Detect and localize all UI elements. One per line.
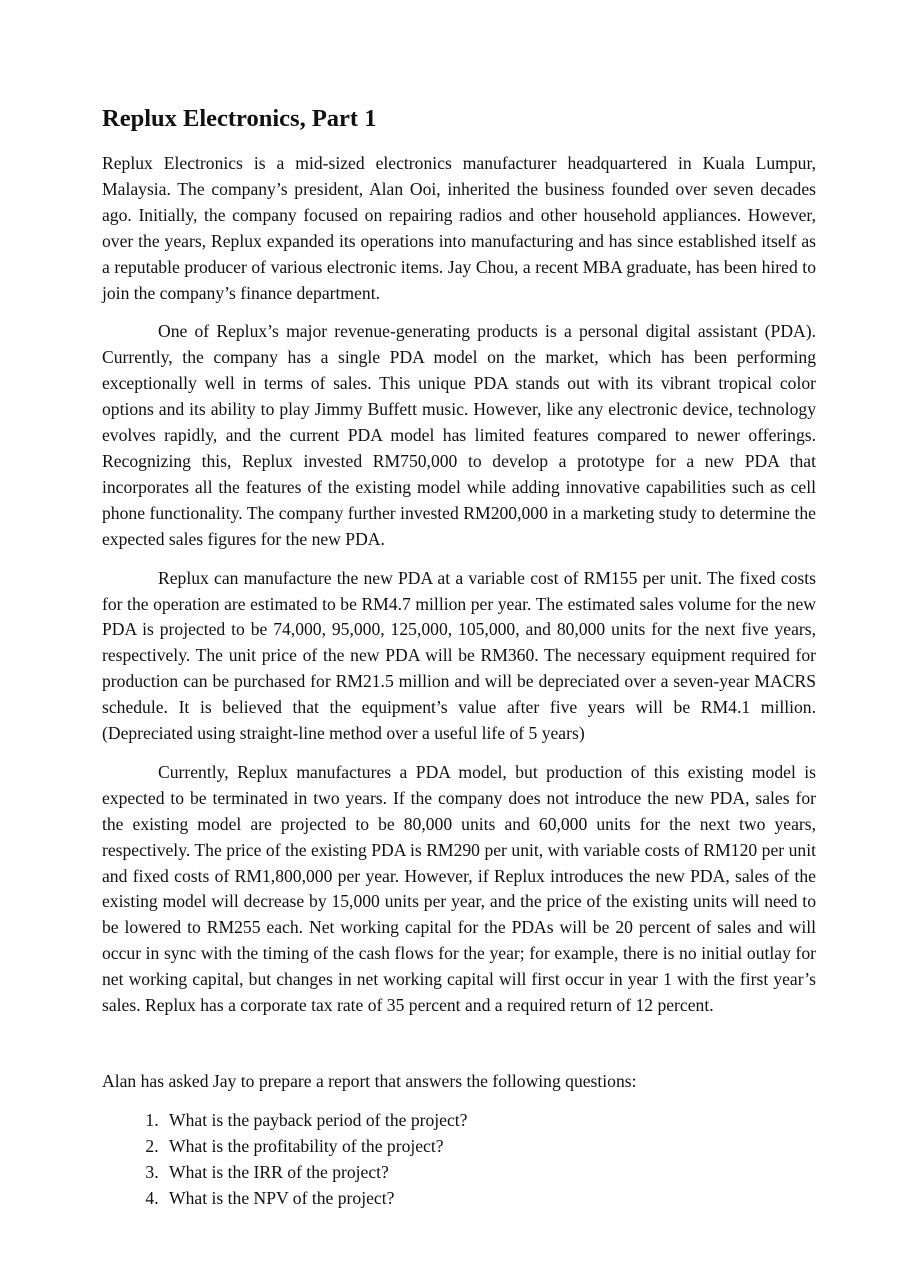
question-item: 1. What is the payback period of the project?	[163, 1108, 816, 1134]
document-title: Replux Electronics, Part 1	[102, 105, 377, 132]
paragraph-pda-products: One of Replux’s major revenue-generating products is a personal digital assistant (PDA). Currently, the company has a single PDA model on the market, which has been performing exceptionally well in terms of sales. This unique PDA stands out with its vibrant tropical color options and its ability to play Jimmy Buffett music. However, like any electronic device, technology evolves rapidly, and the current PDA model has limited features compared to newer offerings. Recognizing this, Replux invested RM750,000 to develop a prototype for a new PDA that incorporates all the features of the existing model while adding innovative capabilities such as cell phone functionality. The company further invested RM200,000 in a marketing study to determine the expected sales figures for the new PDA.	[102, 321, 816, 549]
question-item: 4. What is the NPV of the project?	[163, 1186, 816, 1212]
document-page	[102, 103, 816, 1212]
paragraph-existing-model: Currently, Replux manufactures a PDA model, but production of this existing model is expected to be terminated in two years. If the company does not introduce the new PDA, sales for the existing model are projected to be 80,000 units and 60,000 units for the next two years, respectively. The price of the existing PDA is RM290 per unit, with variable costs of RM120 per unit and fixed costs of RM1,800,000 per year. However, if Replux introduces the new PDA, sales of the existing model will decrease by 15,000 units per year, and the price of the existing units will need to be lowered to RM255 each. Net working capital for the PDAs will be 20 percent of sales and will occur in sync with the timing of the cash flows for the year; for example, there is no initial outlay for net working capital, but changes in net working capital will first occur in year 1 with the first year’s sales. Replux has a corporate tax rate of 35 percent and a required return of 12 percent.	[102, 761, 816, 1016]
question-item: 3. What is the IRR of the project?	[163, 1160, 816, 1186]
paragraph-intro: Replux Electronics is a mid-sized electronics manufacturer headquartered in Kuala Lumpur, Malaysia. The company’s president, Alan Ooi, inherited the business founded over seven decades ago. Initially, the company focused on repairing radios and other household appliances. However, over the years, Replux expanded its operations into manufacturing and has since established itself as a reputable producer of various electronic items. Jay Chou, a recent MBA graduate, has been hired to join the company’s finance department.	[102, 153, 816, 303]
paragraph-new-pda-costs: Replux can manufacture the new PDA at a variable cost of RM155 per unit. The fixed costs for the operation are estimated to be RM4.7 million per year. The estimated sales volume for the new PDA is projected to be 74,000, 95,000, 125,000, 105,000, and 80,000 units for the next five years, respectively. The unit price of the new PDA will be RM360. The necessary equipment required for production can be purchased for RM21.5 million and will be depreciated over a seven-year MACRS schedule. It is believed that the equipment’s value after five years will be RM4.1 million. (Depreciated using straight-line method over a useful life of 5 years)	[102, 567, 816, 744]
question-item: 2. What is the profitability of the project?	[163, 1134, 816, 1160]
questions-list	[102, 1108, 816, 1212]
questions-intro: Alan has asked Jay to prepare a report that answers the following questions:	[102, 1071, 637, 1091]
